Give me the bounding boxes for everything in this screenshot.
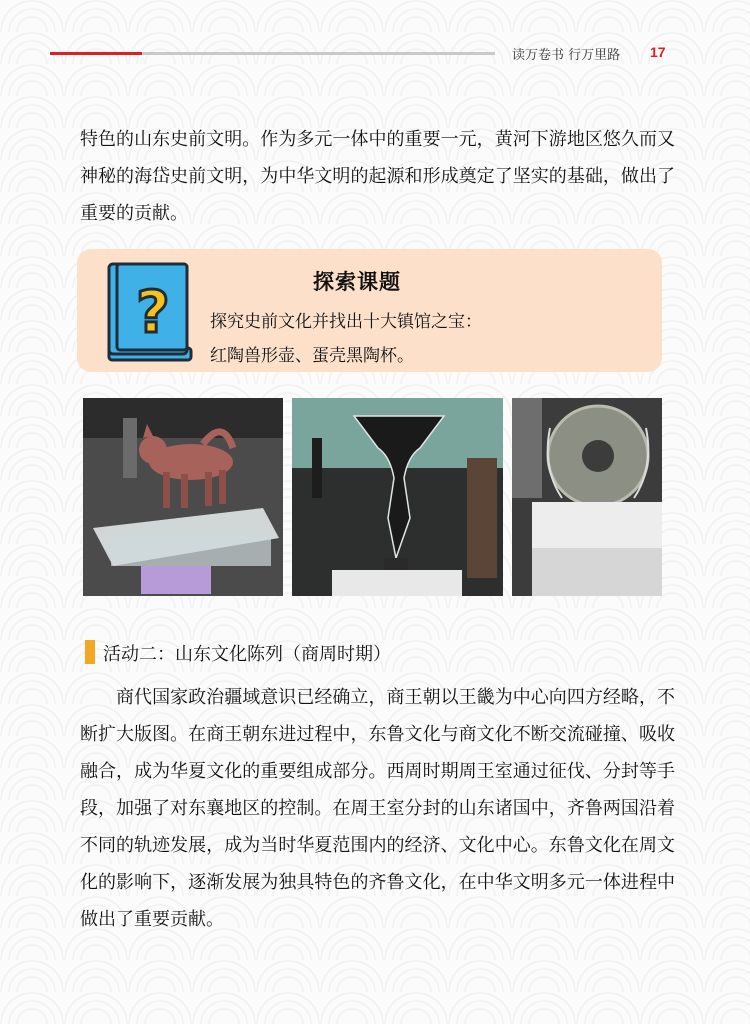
activity-paragraph: 商代国家政治疆域意识已经确立，商王朝以王畿为中心向四方经略，不断扩大版图。在商王朝东进过程中，东鲁文化与商文化不断交流碰撞、吸收融合，成为华夏文化的重要组成部分。西周时期周王室通过征伐、分封等手段，加强了对东襄地区的控制。在周王室分封的山东诸国中，齐鲁两国沿着不同的轨迹发展，成为当时华夏范围内的经济、文化中心。东鲁文化在周文化的影响下，逐渐发展为独具特色的齐鲁文化，在中华文明多元一体进程中做出了重要贡献。 <box>80 687 675 930</box>
question-book-icon <box>105 260 195 364</box>
photo-eggshell-cup <box>292 398 503 596</box>
header-rule-accent <box>50 52 142 55</box>
eggshell-cup-image <box>292 398 503 596</box>
red-pottery-pot-image <box>83 398 283 596</box>
page-number: 17 <box>650 44 666 60</box>
photo-jade-disc <box>512 398 662 596</box>
activity-title: 活动二：山东文化陈列（商周时期） <box>103 644 391 665</box>
header-rule <box>50 52 495 55</box>
activity-marker <box>85 640 95 664</box>
explore-box <box>77 249 662 372</box>
intro-paragraph: 特色的山东史前文明。作为多元一体中的重要一元，黄河下游地区悠久而又神秘的海岱史前文明，为中华文明的起源和形成奠定了坚实的基础，做出了重要的贡献。 <box>80 129 675 224</box>
explore-line-1: 探究史前文化并找出十大镇馆之宝： <box>210 312 482 332</box>
explore-title: 探索课题 <box>313 270 401 294</box>
header-title: 读万卷书 行万里路 <box>512 48 621 63</box>
svg-text:?: ? <box>136 278 170 346</box>
jade-disc-image <box>512 398 662 596</box>
explore-line-2: 红陶兽形壶、蛋壳黑陶杯。 <box>210 346 414 366</box>
photo-red-pottery-pot <box>83 398 283 596</box>
